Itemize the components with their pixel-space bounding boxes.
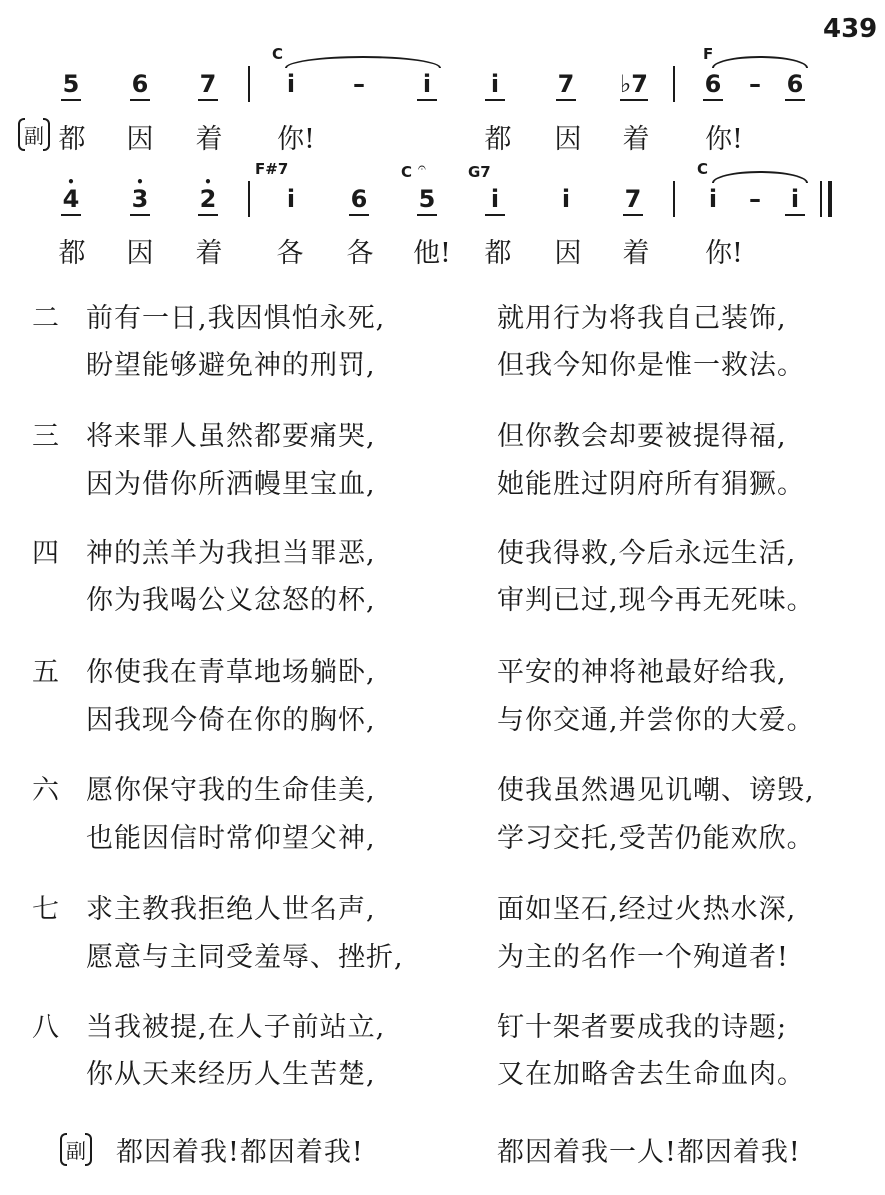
verse-line: 愿意与主同受羞辱、挫折, bbox=[86, 942, 404, 973]
chord-label: C bbox=[697, 160, 709, 178]
note: ♭7 bbox=[617, 70, 651, 98]
note: 6 bbox=[782, 70, 808, 98]
note: i bbox=[482, 70, 508, 98]
tie-slur bbox=[285, 56, 441, 68]
fermata-icon: 𝄐 bbox=[418, 160, 426, 176]
verse-line: 神的羔羊为我担当罪恶, bbox=[86, 538, 376, 569]
lyric: 着 bbox=[195, 238, 223, 269]
verse-line: 因为借你所洒幔里宝血, bbox=[86, 469, 376, 500]
verse-number: 七 bbox=[32, 894, 59, 925]
verse-number: 二 bbox=[32, 303, 59, 334]
note: 6 bbox=[127, 70, 153, 98]
lyric: 都 bbox=[484, 238, 512, 269]
verse-line: 你从天来经历人生苦楚, bbox=[86, 1059, 376, 1090]
note: i bbox=[286, 70, 296, 98]
note: 5 bbox=[414, 185, 440, 213]
lyric: 因 bbox=[554, 124, 582, 155]
lyric: 因 bbox=[554, 238, 582, 269]
tie-slur bbox=[712, 171, 808, 183]
verse-line: 为主的名作一个殉道者! bbox=[497, 942, 789, 973]
verse-number: 八 bbox=[32, 1012, 59, 1043]
note: 7 bbox=[620, 185, 646, 213]
note: – bbox=[353, 70, 365, 98]
lyric: 各 bbox=[346, 238, 374, 269]
verse-line: 但我今知你是惟一救法。 bbox=[497, 350, 805, 381]
lyric: 着 bbox=[195, 124, 223, 155]
note: i bbox=[414, 70, 440, 98]
verse-line: 也能因信时常仰望父神, bbox=[86, 823, 376, 854]
lyric: 因 bbox=[126, 124, 154, 155]
lyric: 都 bbox=[58, 238, 86, 269]
lyric: 你! bbox=[705, 124, 743, 155]
note: i bbox=[286, 185, 296, 213]
note: 6 bbox=[346, 185, 372, 213]
chord-label: C bbox=[401, 163, 413, 181]
refrain-line: 都因着我一人!都因着我! bbox=[497, 1137, 801, 1168]
verse-line: 将来罪人虽然都要痛哭, bbox=[86, 421, 376, 452]
lyric: 因 bbox=[126, 238, 154, 269]
verse-line: 就用行为将我自己装饰, bbox=[497, 303, 787, 334]
note: 6 bbox=[700, 70, 726, 98]
verse-line: 与你交通,并尝你的大爱。 bbox=[497, 705, 815, 736]
verse-number: 六 bbox=[32, 775, 59, 806]
verse-line: 学习交托,受苦仍能欢欣。 bbox=[497, 823, 815, 854]
verse-line: 平安的神将祂最好给我, bbox=[497, 657, 787, 688]
note: 5 bbox=[58, 70, 84, 98]
verse-line: 审判已过,现今再无死味。 bbox=[497, 585, 815, 616]
chord-label: G7 bbox=[468, 163, 491, 181]
final-bar-line bbox=[828, 181, 832, 217]
lyric: 你! bbox=[705, 238, 743, 269]
verse-line: 盼望能够避免神的刑罚, bbox=[86, 350, 376, 381]
note: – bbox=[749, 70, 761, 98]
lyric: 各 bbox=[276, 238, 304, 269]
note: i bbox=[561, 185, 571, 213]
note: 7 bbox=[195, 70, 221, 98]
lyric: 都 bbox=[58, 124, 86, 155]
verse-line: 使我得救,今后永远生活, bbox=[497, 538, 797, 569]
verse-line: 你使我在青草地场躺卧, bbox=[86, 657, 376, 688]
refrain-line: 都因着我!都因着我! bbox=[116, 1137, 364, 1168]
verse-line: 你为我喝公义忿怒的杯, bbox=[86, 585, 376, 616]
note: • 2 bbox=[195, 185, 221, 213]
bar-line bbox=[248, 66, 250, 102]
note: – bbox=[749, 185, 761, 213]
note: i bbox=[782, 185, 808, 213]
verse-line: 使我虽然遇见讥嘲、谤毁, bbox=[497, 775, 815, 806]
verse-line: 钉十架者要成我的诗题; bbox=[497, 1012, 788, 1043]
lyric: 着 bbox=[622, 124, 650, 155]
page-number: 439 bbox=[823, 14, 878, 44]
bar-line bbox=[673, 66, 675, 102]
bar-line bbox=[248, 181, 250, 217]
lyric: 着 bbox=[622, 238, 650, 269]
tie-slur bbox=[712, 56, 808, 68]
verse-line: 因我现今倚在你的胸怀, bbox=[86, 705, 376, 736]
note: • 4 bbox=[58, 185, 84, 213]
refrain-badge: 副 bbox=[66, 1135, 86, 1164]
note: i bbox=[482, 185, 508, 213]
verse-number: 四 bbox=[32, 538, 59, 569]
lyric: 都 bbox=[484, 124, 512, 155]
verse-line: 求主教我拒绝人世名声, bbox=[86, 894, 376, 925]
verse-line: 愿你保守我的生命佳美, bbox=[86, 775, 376, 806]
verse-line: 她能胜过阴府所有狷獗。 bbox=[497, 469, 805, 500]
verse-line: 又在加略舍去生命血肉。 bbox=[497, 1059, 805, 1090]
bar-line bbox=[673, 181, 675, 217]
chord-label: F#7 bbox=[255, 160, 289, 178]
verse-line: 面如坚石,经过火热水深, bbox=[497, 894, 797, 925]
verse-number: 三 bbox=[32, 421, 59, 452]
note: 7 bbox=[553, 70, 579, 98]
final-bar-line bbox=[820, 181, 822, 217]
verse-number: 五 bbox=[32, 657, 59, 688]
verse-line: 但你教会却要被提得福, bbox=[497, 421, 787, 452]
refrain-badge: 副 bbox=[24, 120, 44, 149]
chord-label: C bbox=[272, 45, 284, 63]
lyric: 你! bbox=[277, 124, 315, 155]
verse-line: 前有一日,我因惧怕永死, bbox=[86, 303, 386, 334]
note: i bbox=[708, 185, 718, 213]
chord-label: F bbox=[703, 45, 714, 63]
lyric: 他! bbox=[413, 238, 451, 269]
note: • 3 bbox=[127, 185, 153, 213]
verse-line: 当我被提,在人子前站立, bbox=[86, 1012, 386, 1043]
